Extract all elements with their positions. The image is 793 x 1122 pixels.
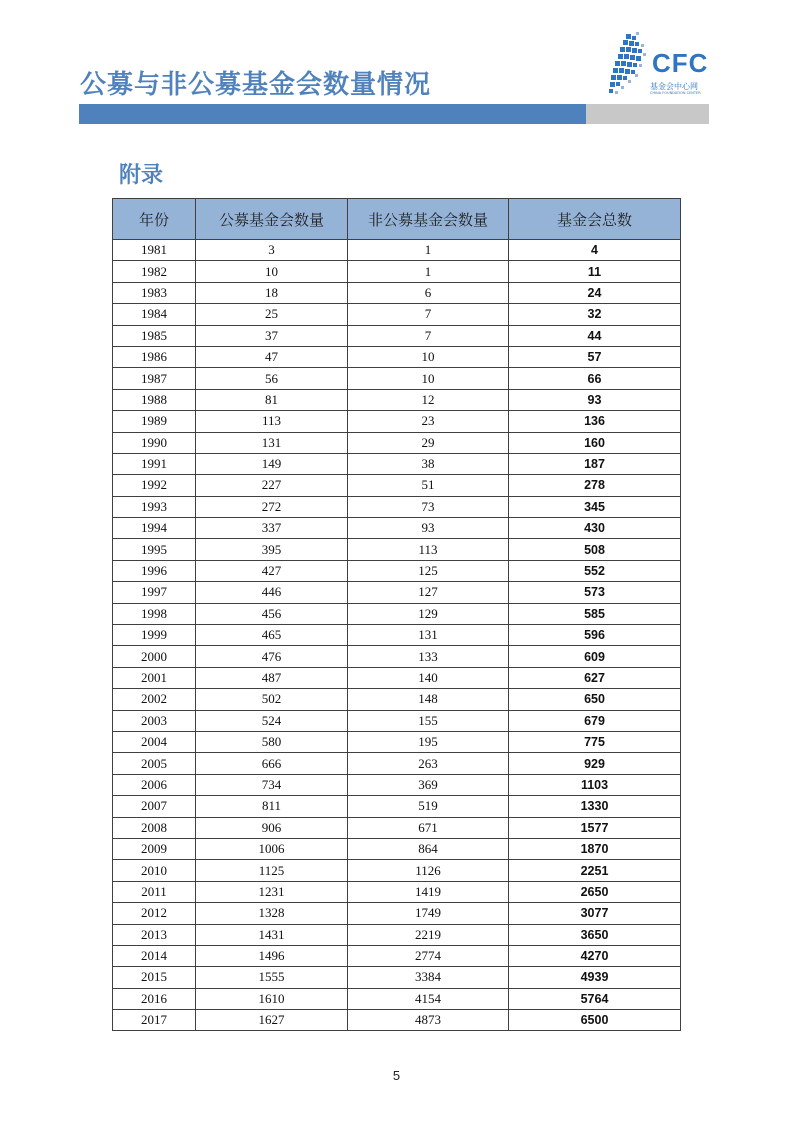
cell-private-count: 3384 xyxy=(348,967,509,988)
cell-total-count: 1577 xyxy=(509,817,681,838)
cell-year: 2006 xyxy=(113,774,196,795)
table-row xyxy=(113,518,681,539)
table-row xyxy=(113,389,681,410)
cell-total-count: 160 xyxy=(509,432,681,453)
logo-subtitle-cn: 基金会中心网 xyxy=(650,82,698,91)
table-header-row xyxy=(113,199,681,240)
cell-total-count: 93 xyxy=(509,389,681,410)
cell-public-count: 427 xyxy=(196,560,348,581)
table-row xyxy=(113,625,681,646)
cell-public-count: 476 xyxy=(196,646,348,667)
cell-total-count: 3077 xyxy=(509,903,681,924)
appendix-heading: 附录 xyxy=(119,163,164,188)
cell-private-count: 113 xyxy=(348,539,509,560)
column-header-private-count: 非公募基金会数量 xyxy=(348,199,509,240)
cell-total-count: 508 xyxy=(509,539,681,560)
cell-private-count: 12 xyxy=(348,389,509,410)
table-row xyxy=(113,881,681,902)
cell-year: 2011 xyxy=(113,881,196,902)
cell-total-count: 2650 xyxy=(509,881,681,902)
cell-public-count: 465 xyxy=(196,625,348,646)
cell-year: 1995 xyxy=(113,539,196,560)
cell-total-count: 4939 xyxy=(509,967,681,988)
cell-private-count: 125 xyxy=(348,560,509,581)
cell-year: 1997 xyxy=(113,582,196,603)
table-row xyxy=(113,560,681,581)
cell-year: 2005 xyxy=(113,753,196,774)
cell-private-count: 7 xyxy=(348,304,509,325)
cell-public-count: 1496 xyxy=(196,945,348,966)
cell-year: 1992 xyxy=(113,475,196,496)
cell-public-count: 1610 xyxy=(196,988,348,1009)
cell-public-count: 81 xyxy=(196,389,348,410)
cell-public-count: 1231 xyxy=(196,881,348,902)
table-body xyxy=(113,240,681,1031)
cell-year: 2017 xyxy=(113,1010,196,1031)
table-row xyxy=(113,753,681,774)
cell-public-count: 487 xyxy=(196,667,348,688)
cell-public-count: 113 xyxy=(196,411,348,432)
table-row xyxy=(113,838,681,859)
cell-private-count: 131 xyxy=(348,625,509,646)
cell-total-count: 552 xyxy=(509,560,681,581)
table-row xyxy=(113,539,681,560)
cell-year: 1990 xyxy=(113,432,196,453)
cell-year: 2010 xyxy=(113,860,196,881)
cell-public-count: 446 xyxy=(196,582,348,603)
cell-private-count: 519 xyxy=(348,796,509,817)
cell-private-count: 4873 xyxy=(348,1010,509,1031)
cell-private-count: 93 xyxy=(348,518,509,539)
cell-year: 2003 xyxy=(113,710,196,731)
cell-private-count: 6 xyxy=(348,282,509,303)
cell-public-count: 811 xyxy=(196,796,348,817)
cell-year: 1986 xyxy=(113,346,196,367)
cell-private-count: 195 xyxy=(348,731,509,752)
cell-total-count: 57 xyxy=(509,346,681,367)
cell-total-count: 6500 xyxy=(509,1010,681,1031)
title-underline-bar-blue xyxy=(79,104,586,124)
cell-year: 1989 xyxy=(113,411,196,432)
table-row xyxy=(113,988,681,1009)
table-row xyxy=(113,240,681,261)
cell-total-count: 929 xyxy=(509,753,681,774)
cell-year: 2007 xyxy=(113,796,196,817)
cell-total-count: 278 xyxy=(509,475,681,496)
cell-private-count: 1 xyxy=(348,261,509,282)
cell-year: 2000 xyxy=(113,646,196,667)
table-row xyxy=(113,432,681,453)
cell-year: 1994 xyxy=(113,518,196,539)
cell-public-count: 906 xyxy=(196,817,348,838)
cell-year: 2004 xyxy=(113,731,196,752)
table-row xyxy=(113,710,681,731)
cell-public-count: 18 xyxy=(196,282,348,303)
table-row xyxy=(113,453,681,474)
cell-private-count: 129 xyxy=(348,603,509,624)
cell-public-count: 580 xyxy=(196,731,348,752)
cell-private-count: 1749 xyxy=(348,903,509,924)
cell-private-count: 10 xyxy=(348,368,509,389)
cell-private-count: 7 xyxy=(348,325,509,346)
cell-public-count: 1125 xyxy=(196,860,348,881)
column-header-year: 年份 xyxy=(113,199,196,240)
cell-year: 1999 xyxy=(113,625,196,646)
cell-public-count: 1328 xyxy=(196,903,348,924)
cell-public-count: 25 xyxy=(196,304,348,325)
cell-private-count: 10 xyxy=(348,346,509,367)
cell-year: 2012 xyxy=(113,903,196,924)
table-row xyxy=(113,689,681,710)
cell-private-count: 38 xyxy=(348,453,509,474)
cell-total-count: 679 xyxy=(509,710,681,731)
cell-private-count: 127 xyxy=(348,582,509,603)
cell-public-count: 56 xyxy=(196,368,348,389)
cell-year: 1987 xyxy=(113,368,196,389)
cell-total-count: 4270 xyxy=(509,945,681,966)
cell-year: 1988 xyxy=(113,389,196,410)
cell-public-count: 456 xyxy=(196,603,348,624)
cell-private-count: 73 xyxy=(348,496,509,517)
foundation-count-table-container xyxy=(112,198,681,1031)
cell-year: 1996 xyxy=(113,560,196,581)
cell-private-count: 1126 xyxy=(348,860,509,881)
table-row xyxy=(113,496,681,517)
cell-total-count: 2251 xyxy=(509,860,681,881)
cell-total-count: 1330 xyxy=(509,796,681,817)
cell-year: 2009 xyxy=(113,838,196,859)
table-row xyxy=(113,967,681,988)
table-row xyxy=(113,582,681,603)
page-title: 公募与非公募基金会数量情况 xyxy=(80,70,432,100)
table-row xyxy=(113,774,681,795)
cell-public-count: 10 xyxy=(196,261,348,282)
cell-public-count: 272 xyxy=(196,496,348,517)
cell-year: 2013 xyxy=(113,924,196,945)
page-number: 5 xyxy=(392,1068,401,1083)
cell-total-count: 44 xyxy=(509,325,681,346)
table-row xyxy=(113,261,681,282)
table-row xyxy=(113,817,681,838)
cell-private-count: 23 xyxy=(348,411,509,432)
cell-year: 2002 xyxy=(113,689,196,710)
cell-total-count: 430 xyxy=(509,518,681,539)
table-row xyxy=(113,368,681,389)
cell-total-count: 585 xyxy=(509,603,681,624)
cell-year: 1982 xyxy=(113,261,196,282)
table-row xyxy=(113,860,681,881)
cell-public-count: 149 xyxy=(196,453,348,474)
cell-private-count: 155 xyxy=(348,710,509,731)
table-row xyxy=(113,325,681,346)
table-row xyxy=(113,731,681,752)
cell-public-count: 502 xyxy=(196,689,348,710)
cell-total-count: 345 xyxy=(509,496,681,517)
cell-year: 2015 xyxy=(113,967,196,988)
cell-public-count: 3 xyxy=(196,240,348,261)
cell-year: 1983 xyxy=(113,282,196,303)
cell-public-count: 37 xyxy=(196,325,348,346)
cell-private-count: 263 xyxy=(348,753,509,774)
cell-year: 1985 xyxy=(113,325,196,346)
table-row xyxy=(113,945,681,966)
cell-private-count: 864 xyxy=(348,838,509,859)
cell-public-count: 524 xyxy=(196,710,348,731)
cfc-logo xyxy=(606,30,718,98)
cell-total-count: 627 xyxy=(509,667,681,688)
table-row xyxy=(113,1010,681,1031)
table-row xyxy=(113,411,681,432)
logo-wordmark: CFC xyxy=(652,48,709,78)
cell-public-count: 337 xyxy=(196,518,348,539)
cell-private-count: 133 xyxy=(348,646,509,667)
cell-total-count: 5764 xyxy=(509,988,681,1009)
cell-private-count: 148 xyxy=(348,689,509,710)
cell-public-count: 395 xyxy=(196,539,348,560)
cell-public-count: 47 xyxy=(196,346,348,367)
cell-year: 1981 xyxy=(113,240,196,261)
cell-total-count: 1870 xyxy=(509,838,681,859)
cell-total-count: 24 xyxy=(509,282,681,303)
cell-public-count: 734 xyxy=(196,774,348,795)
cell-private-count: 29 xyxy=(348,432,509,453)
cell-private-count: 4154 xyxy=(348,988,509,1009)
cell-total-count: 32 xyxy=(509,304,681,325)
cell-year: 2001 xyxy=(113,667,196,688)
column-header-total-count: 基金会总数 xyxy=(509,199,681,240)
cell-private-count: 1 xyxy=(348,240,509,261)
cell-total-count: 596 xyxy=(509,625,681,646)
cell-public-count: 666 xyxy=(196,753,348,774)
cell-private-count: 369 xyxy=(348,774,509,795)
cell-total-count: 11 xyxy=(509,261,681,282)
cell-public-count: 1006 xyxy=(196,838,348,859)
table-row xyxy=(113,282,681,303)
cell-public-count: 1431 xyxy=(196,924,348,945)
logo-subtitle-en: CHINA FOUNDATION CENTER xyxy=(650,91,701,95)
cell-total-count: 609 xyxy=(509,646,681,667)
title-underline-bar xyxy=(79,104,709,124)
cell-year: 1991 xyxy=(113,453,196,474)
table-row xyxy=(113,903,681,924)
cell-year: 2008 xyxy=(113,817,196,838)
table-row xyxy=(113,475,681,496)
cell-public-count: 1555 xyxy=(196,967,348,988)
logo-mosaic-icon xyxy=(606,30,652,98)
cell-year: 1984 xyxy=(113,304,196,325)
cell-public-count: 227 xyxy=(196,475,348,496)
table-row xyxy=(113,646,681,667)
cell-year: 2014 xyxy=(113,945,196,966)
cell-year: 1998 xyxy=(113,603,196,624)
cell-private-count: 2219 xyxy=(348,924,509,945)
table-row xyxy=(113,924,681,945)
table-row xyxy=(113,603,681,624)
table-row xyxy=(113,304,681,325)
cell-private-count: 671 xyxy=(348,817,509,838)
cell-private-count: 51 xyxy=(348,475,509,496)
cell-total-count: 136 xyxy=(509,411,681,432)
cell-public-count: 1627 xyxy=(196,1010,348,1031)
cell-total-count: 66 xyxy=(509,368,681,389)
table-row xyxy=(113,796,681,817)
cell-total-count: 1103 xyxy=(509,774,681,795)
cell-public-count: 131 xyxy=(196,432,348,453)
cell-year: 2016 xyxy=(113,988,196,1009)
cell-private-count: 2774 xyxy=(348,945,509,966)
cell-total-count: 3650 xyxy=(509,924,681,945)
cell-private-count: 140 xyxy=(348,667,509,688)
cell-total-count: 775 xyxy=(509,731,681,752)
cell-total-count: 650 xyxy=(509,689,681,710)
column-header-public-count: 公募基金会数量 xyxy=(196,199,348,240)
table-row xyxy=(113,667,681,688)
cell-total-count: 4 xyxy=(509,240,681,261)
cell-total-count: 187 xyxy=(509,453,681,474)
cell-year: 1993 xyxy=(113,496,196,517)
cell-private-count: 1419 xyxy=(348,881,509,902)
table-row xyxy=(113,346,681,367)
cell-total-count: 573 xyxy=(509,582,681,603)
foundation-count-table xyxy=(112,198,681,1031)
